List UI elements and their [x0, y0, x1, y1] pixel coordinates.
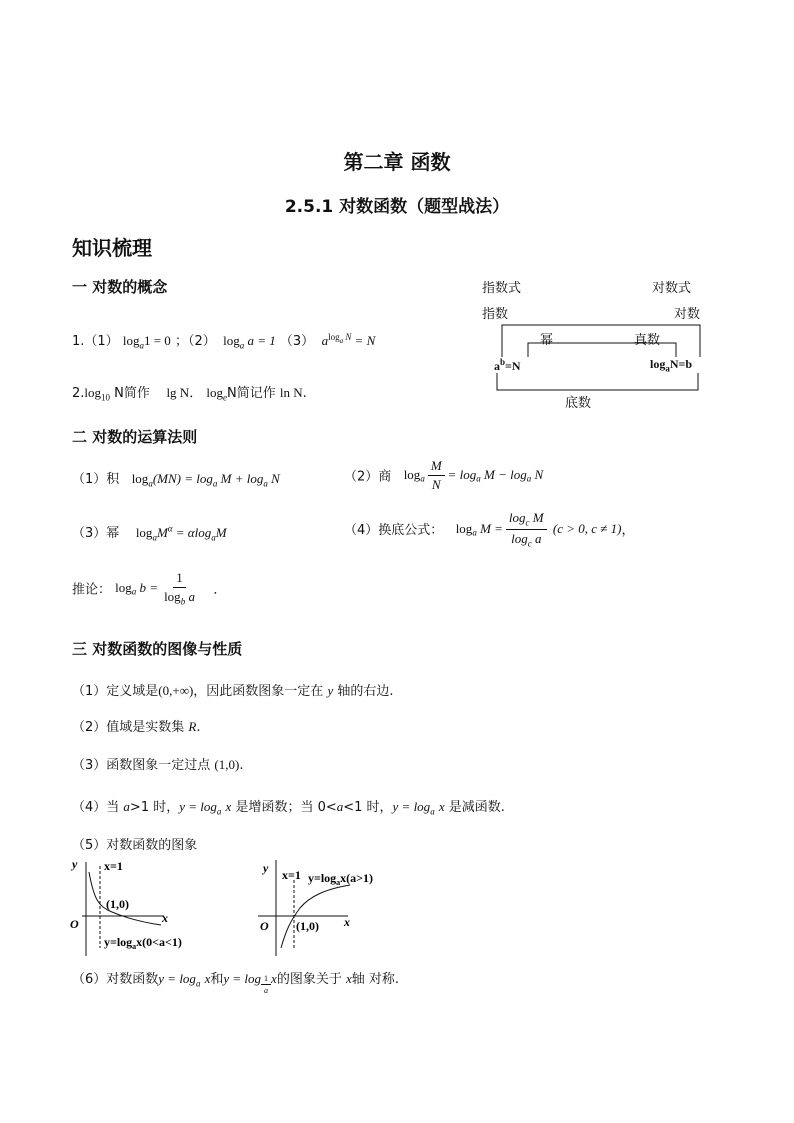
s2-corollary-end: ．: [213, 582, 227, 598]
s1-line1-sep2: （3）: [279, 334, 315, 349]
s2-heading: 二 对数的运算法则: [72, 428, 198, 446]
s2-r4-label: （4）换底公式：: [344, 523, 444, 539]
s2-r2-formula: $\log_a$ $\frac{M}{N}$ = $\log_a M - \log_a N$: [403, 458, 544, 492]
s2-r3-formula: $\log_aM^\alpha = \alpha\log_aM$: [135, 523, 227, 543]
connector-base: [497, 373, 698, 390]
s1-line2-d: ．: [189, 386, 203, 401]
s1-line1-prefix: 1.（1）: [72, 334, 119, 349]
s1-log10: $\log_{10}$: [84, 385, 111, 403]
diagram-label-logarithm: 对数: [674, 307, 701, 322]
s2-rule-power: [72, 522, 227, 543]
s2-r1-formula: $\log_a(MN) = \log_a M + \log_a N$: [131, 471, 280, 489]
diagram-exp-equation: $a^b=N$: [494, 357, 521, 373]
s2-r4-end: ，: [621, 523, 635, 539]
g1-asym-label: x=1: [104, 859, 123, 873]
s2-rule-quotient: [344, 458, 543, 493]
s1-formula-2: $\log_a a = 1$: [223, 333, 276, 351]
diagram-label-log-form: 对数式: [652, 281, 692, 296]
g1-origin: O: [70, 917, 79, 931]
s2-rule-product: [72, 468, 280, 489]
s1-lg: lg N: [166, 385, 190, 400]
s3-p1: （1）定义域是(0,+∞)，因此函数图象一定在 y 轴的右边.: [72, 683, 394, 699]
s1-line2-f: N简记作: [226, 386, 276, 401]
g2-origin: O: [260, 919, 269, 933]
s1-formula-3: $a^{log_a N} = N$: [321, 331, 376, 348]
diagram-log-equation: $\log_aN=b$: [650, 357, 693, 374]
s1-line2-h: .: [302, 386, 307, 401]
s2-r2-label: （2）商: [344, 469, 392, 485]
diagram-label-power: 幂: [540, 333, 554, 348]
g1-curve-label: $y=\log_ax(0<a<1)$: [104, 935, 182, 951]
diagram-connectors: [480, 315, 720, 410]
s1-line2: [72, 382, 307, 403]
connector-exponent: [502, 325, 700, 357]
s2-corollary-label: 推论：: [72, 582, 112, 598]
s1-ln: ln N: [279, 385, 303, 400]
s3-p2: （2）值域是实数集 R.: [72, 719, 201, 735]
g2-y-label: y: [263, 861, 269, 875]
s3-heading: 三 对数函数的图像与性质: [72, 640, 243, 658]
page-subtitle: 2.5.1 对数函数（题型战法）: [284, 197, 510, 217]
s2-rule-change-base: [344, 510, 635, 548]
s3-p6: （6）对数函数$y = \log_a x$和y = log $_{\frac{1}{a}}$ x的图象关于 x轴 对称.: [72, 971, 400, 996]
diagram-label-base: 底数: [565, 396, 592, 411]
s1-heading: 一 对数的概念: [72, 278, 168, 296]
diagram-label-exponent: 指数: [482, 307, 509, 322]
graph-decreasing: [66, 852, 226, 958]
page-title: 第二章 函数: [343, 150, 451, 174]
s1-formula-1: $\log_a1 = 0$: [122, 333, 171, 351]
diagram-label-exp-form: 指数式: [482, 281, 522, 296]
g1-x-label: x: [162, 911, 168, 925]
s3-p4: （4）当 a>1 时，$y = \log_a x$ 是增函数；当 0<a<1 时，$y = \log_a x$ 是减函数.: [72, 799, 505, 817]
s1-line1-sep1: ；（2）: [174, 334, 216, 349]
g1-y-label: y: [72, 857, 78, 871]
g2-x-label: x: [344, 915, 350, 929]
s3-p5: （5）对数函数的图象: [72, 838, 198, 853]
s1-line1: [72, 330, 375, 351]
g2-curve-label: $y=\log_ax(a>1)$: [308, 871, 374, 887]
s3-p3: （3）函数图象一定过点 (1,0).: [72, 757, 244, 773]
s1-line2-b: N简作: [114, 386, 150, 401]
g1-point: (1,0): [106, 897, 129, 911]
s2-r3-label: （3）幂: [72, 526, 120, 541]
g2-asym-label: x=1: [282, 868, 301, 882]
s2-r4-formula: $\log_a M$ = $\frac{\log_c M}{\log_c a}$ (c > 0, c ≠ 1): [455, 510, 622, 549]
g2-point: (1,0): [296, 919, 319, 933]
s2-r1-label: （1）积: [72, 472, 120, 487]
s1-line2-prefix: 2.: [72, 386, 85, 401]
s2-corollary: [72, 570, 226, 607]
s1-loge: $\log_e$: [206, 385, 227, 403]
graph-increasing: [256, 852, 416, 958]
section-heading: 知识梳理: [72, 236, 152, 260]
s2-corollary-formula: $\log_a b$ = $\frac{1}{\log_b a}$: [115, 570, 195, 607]
connector-power: [528, 343, 676, 357]
diagram-label-antilog: 真数: [634, 333, 661, 348]
